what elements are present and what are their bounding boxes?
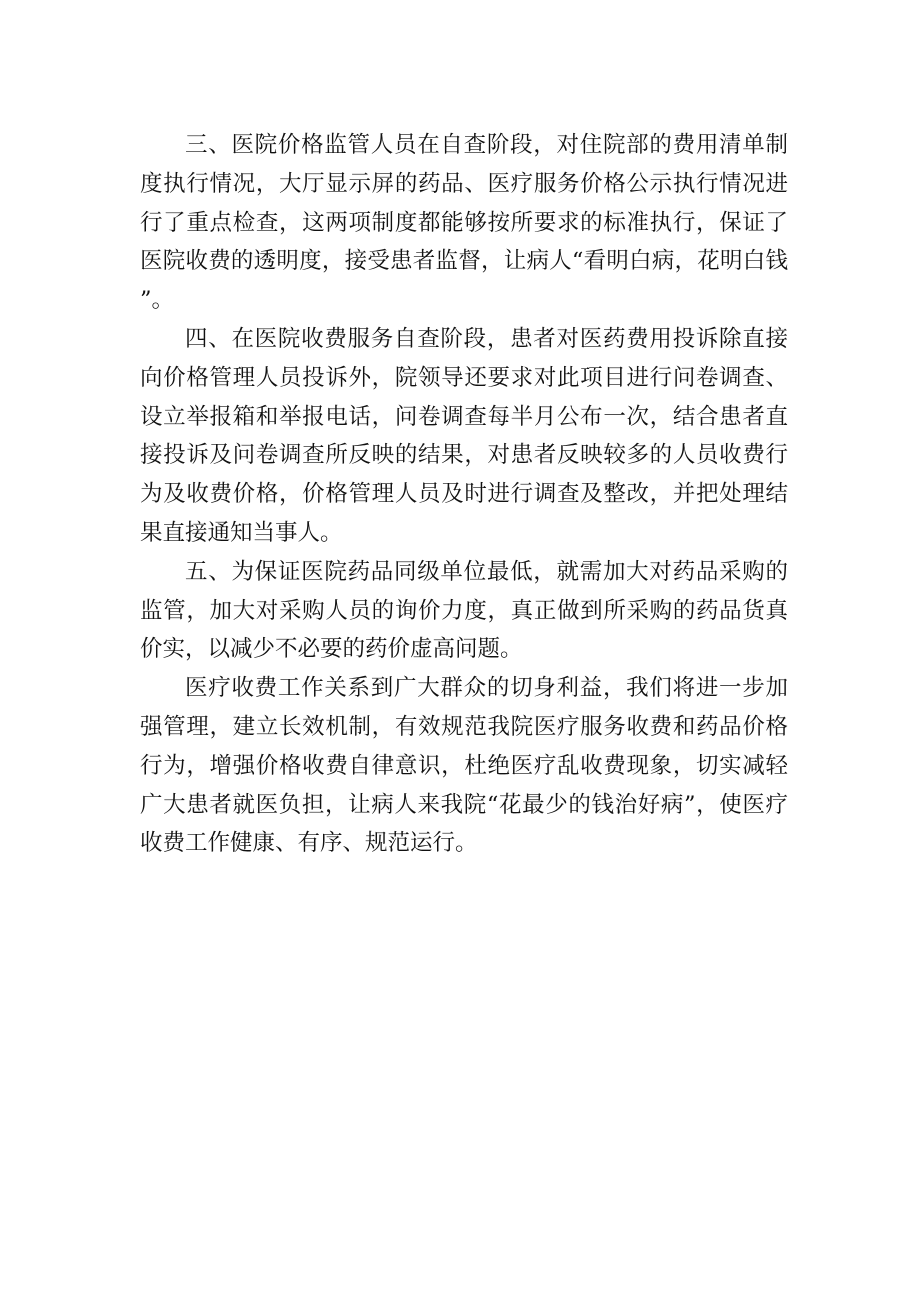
paragraph-section-3: 三、医院价格监管人员在自查阶段，对住院部的费用清单制度执行情况，大厅显示屏的药品、医疗服务价格公示执行情况进行了重点检查，这两项制度都能够按所要求的标准执行，保证了医院收费的透明度，接受患者监督，让病人“看明白病，花明白钱”。 bbox=[140, 132, 788, 314]
document-body bbox=[140, 126, 788, 863]
paragraph-section-5: 五、为保证医院药品同级单位最低，就需加大对药品采购的监管，加大对采购人员的询价力度，真正做到所采购的药品货真价实，以减少不必要的药价虚高问题。 bbox=[140, 558, 788, 663]
paragraph-conclusion: 医疗收费工作关系到广大群众的切身利益，我们将进一步加强管理，建立长效机制，有效规范我院医疗服务收费和药品价格行为，增强价格收费自律意识，杜绝医疗乱收费现象，切实减轻广大患者就医负担，让病人来我院“花最少的钱治好病”，使医疗收费工作健康、有序、规范运行。 bbox=[140, 675, 788, 857]
paragraph-section-4: 四、在医院收费服务自查阶段，患者对医药费用投诉除直接向价格管理人员投诉外，院领导还要求对此项目进行问卷调查、设立举报箱和举报电话，问卷调查每半月公布一次，结合患者直接投诉及问卷调查所反映的结果，对患者反映较多的人员收费行为及收费价格，价格管理人员及时进行调查及整改，并把处理结果直接通知当事人。 bbox=[140, 325, 788, 546]
